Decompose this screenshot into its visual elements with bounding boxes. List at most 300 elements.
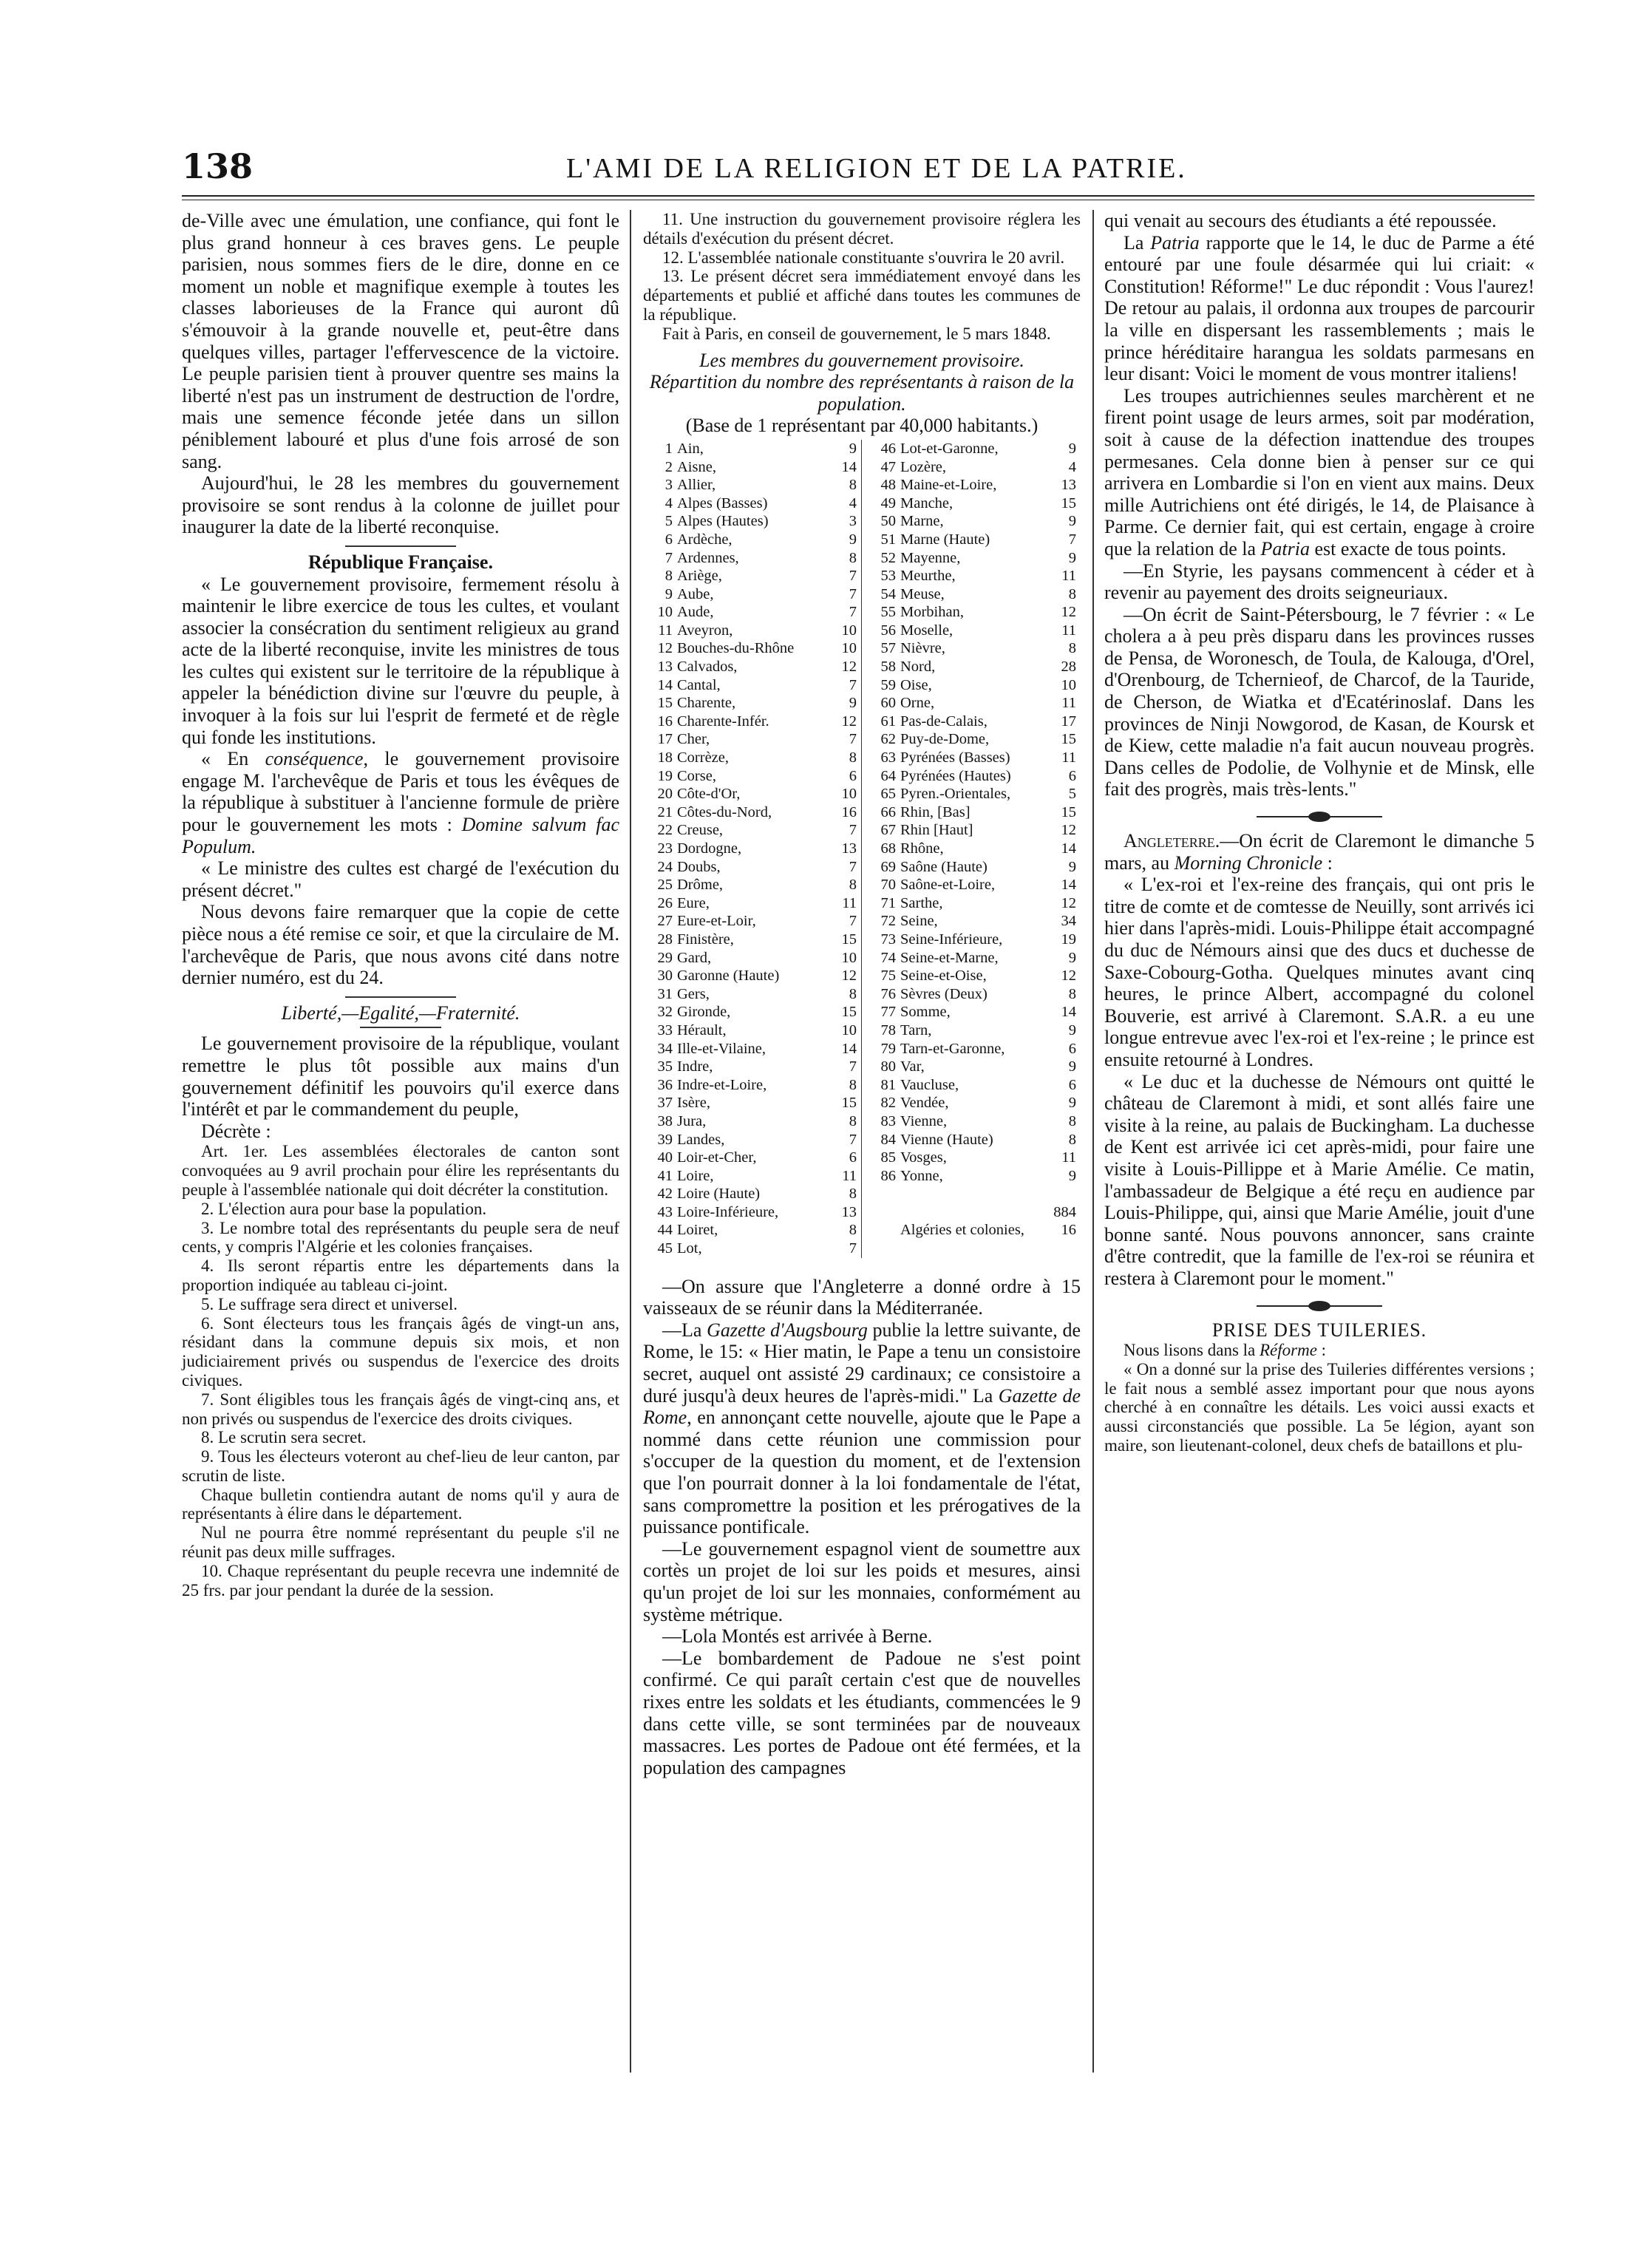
department-name: Sarthe, — [900, 894, 943, 911]
signatories: Les membres du gouvernement provisoire. — [699, 349, 1024, 371]
department-name: Seine-Inférieure, — [900, 931, 1003, 948]
table-cell — [862, 440, 1081, 458]
department-number: 9 — [664, 585, 673, 602]
department-number: 70 — [880, 877, 896, 894]
department-number: 67 — [880, 822, 896, 839]
department-number: 59 — [880, 676, 896, 693]
department-name: Vienne, — [900, 1112, 948, 1129]
department-name: Doubs, — [677, 858, 721, 875]
department-number — [866, 1185, 900, 1203]
representatives-count: 9 — [849, 440, 857, 457]
department-name: Moselle, — [900, 622, 954, 639]
table-cell — [643, 494, 862, 513]
article: 3. Le nombre total des représentants du peuple sera de neuf cents, y compris l'Algérie et les colonies françaises. — [182, 1218, 619, 1257]
representatives-count: 8 — [849, 985, 857, 1002]
department-number: 6 — [664, 531, 673, 548]
table-row — [643, 585, 1081, 604]
paragraph: qui venait au secours des étudiants a été repoussée. — [1104, 210, 1497, 231]
department-name: Indre, — [677, 1058, 713, 1075]
department-name: Côtes-du-Nord, — [677, 803, 772, 820]
table-cell — [643, 531, 862, 549]
department-number: 20 — [657, 786, 673, 803]
table-row — [643, 531, 1081, 549]
department-name: Cantal, — [677, 676, 721, 693]
table-row — [643, 1040, 1081, 1058]
table-cell — [643, 676, 862, 695]
table-cell — [643, 694, 862, 713]
table-cell — [862, 603, 1081, 622]
department-name: Vosges, — [900, 1149, 947, 1166]
representatives-count: 9 — [1068, 440, 1076, 457]
table-cell — [862, 803, 1081, 822]
dateline: Angleterre. — [1124, 830, 1220, 852]
department-number: 34 — [657, 1040, 673, 1057]
paragraph: « On a donné sur la prise des Tuileries différentes versions ; le fait nous a semblé assez important pour que nous ayons cherché à en connaître les détails. Les voici aussi exacts et aussi circonstanciés que possible. La 5e légion, ayant son maire, son lieutenant-colonel, deux chefs de bataillons et plu- — [1104, 1359, 1534, 1455]
department-number: 30 — [657, 968, 673, 985]
table-cell — [643, 585, 862, 604]
representatives-count: 12 — [1061, 894, 1076, 911]
table-cell — [643, 1058, 862, 1076]
representatives-count: 8 — [849, 1222, 857, 1239]
table-row — [643, 1076, 1081, 1095]
table-cell — [643, 476, 862, 494]
representatives-count: 9 — [1068, 1021, 1076, 1038]
department-name: Drôme, — [677, 877, 724, 894]
table-cell — [643, 1221, 862, 1240]
department-name: Mayenne, — [900, 549, 961, 566]
department-number: 13 — [657, 659, 673, 676]
representatives-count: 3 — [849, 513, 857, 530]
table-row — [643, 730, 1081, 749]
table-subtitle: (Base de 1 représentant par 40,000 habitants.) — [685, 415, 1039, 437]
table-row — [643, 512, 1081, 531]
table-cell — [862, 1003, 1081, 1021]
representatives-count: 15 — [841, 1004, 857, 1021]
representatives-count: 15 — [1061, 731, 1076, 748]
department-name: Côte-d'Or, — [677, 786, 741, 803]
italic-text: conséquence — [265, 748, 364, 770]
department-number: 15 — [657, 695, 673, 712]
department-number: 24 — [657, 858, 673, 875]
department-name: Corrèze, — [677, 749, 729, 766]
department-number: 60 — [880, 695, 896, 712]
table-cell — [862, 1221, 1081, 1240]
page-number: 138 — [182, 146, 254, 186]
department-number: 2 — [664, 458, 673, 475]
table-row — [643, 1112, 1081, 1131]
department-number: 8 — [664, 568, 673, 585]
table-row — [643, 440, 1081, 458]
text-run: « En — [201, 748, 265, 770]
paragraph: « Le ministre des cultes est chargé de l'exécution du présent décret." — [182, 857, 619, 901]
article: 12. L'assemblée nationale constituante s'ouvrira le 20 avril. — [662, 248, 1065, 267]
department-number: 71 — [880, 894, 896, 911]
representatives-count: 7 — [849, 1240, 857, 1257]
department-number: 16 — [657, 713, 673, 730]
italic-text: Réforme — [1260, 1341, 1317, 1360]
table-cell — [862, 658, 1081, 676]
department-name: Nièvre, — [900, 640, 945, 657]
table-cell — [643, 912, 862, 931]
department-number: 46 — [880, 440, 896, 457]
table-cell — [643, 730, 862, 749]
table-row — [643, 622, 1081, 640]
representatives-count: 12 — [841, 968, 857, 985]
department-name: Manche, — [900, 494, 954, 511]
representatives-count: 9 — [849, 695, 857, 712]
article: Art. 1er. Les assemblées électorales de canton sont convoquées au 9 avril prochain pour élire les représentants du peuple à l'assemblée nationale qui doit décréter la constitution. — [182, 1142, 619, 1199]
table-cell — [862, 876, 1081, 894]
representatives-count: 10 — [1061, 676, 1076, 693]
table-cell — [643, 567, 862, 585]
section-rule — [360, 1027, 441, 1028]
department-name — [900, 1240, 1053, 1258]
department-name: Gard, — [677, 949, 712, 966]
representatives-count: 7 — [849, 604, 857, 621]
representatives-count: 8 — [849, 1076, 857, 1093]
department-name: Ardennes, — [677, 549, 739, 566]
department-number: 18 — [657, 749, 673, 766]
representatives-count: 15 — [841, 1095, 857, 1112]
article: 7. Sont éligibles tous les français âgés de vingt-cinq ans, et non privés ou suspendus de l'exercice des droits civiques. — [182, 1390, 619, 1428]
representatives-count: 14 — [1061, 1004, 1076, 1021]
italic-text: Patria — [1260, 537, 1310, 560]
representatives-count: 7 — [849, 858, 857, 875]
table-cell — [643, 512, 862, 531]
table-cell — [862, 1203, 1081, 1222]
representatives-count: 14 — [841, 458, 857, 475]
department-name: Corse, — [677, 767, 716, 784]
table-cell — [643, 767, 862, 786]
representatives-count: 8 — [1068, 1131, 1076, 1148]
table-cell — [862, 1131, 1081, 1149]
department-number: 83 — [880, 1112, 896, 1129]
representatives-count: 10 — [841, 786, 857, 803]
representatives-count — [1053, 1185, 1076, 1203]
table-cell — [862, 912, 1081, 931]
table-row — [643, 1149, 1081, 1167]
representatives-count: 9 — [1068, 1058, 1076, 1075]
italic-text: Patria — [1150, 231, 1200, 254]
department-number: 5 — [664, 513, 673, 530]
department-name: Loire-Inférieure, — [677, 1203, 779, 1220]
table-cell — [643, 1149, 862, 1167]
table-cell — [862, 730, 1081, 749]
table-row — [643, 949, 1081, 968]
table-cell — [862, 676, 1081, 695]
paragraph: Le gouvernement provisoire de la république, voulant remettre le plus tôt possible aux mains d'un gouvernement définitif les pouvoirs qu'il exerce dans l'intérêt et par le commandement du peuple, — [182, 1033, 619, 1121]
header-rule — [182, 195, 1534, 197]
department-name: Rhône, — [900, 840, 944, 857]
article: 13. Le présent décret sera immédiatement envoyé dans les départements et publié et affiché dans toutes les communes de la république. — [643, 267, 1081, 324]
department-number: 75 — [880, 968, 896, 985]
table-row — [643, 694, 1081, 713]
table-cell — [643, 1040, 862, 1058]
table-row — [643, 749, 1081, 767]
representatives-count: 11 — [1061, 695, 1076, 712]
table-row — [643, 785, 1081, 803]
table-cell — [862, 1240, 1081, 1258]
department-number: 36 — [657, 1076, 673, 1093]
department-number: 14 — [657, 676, 673, 693]
department-name: Vienne (Haute) — [900, 1131, 993, 1148]
table-cell — [643, 931, 862, 949]
table-cell — [862, 512, 1081, 531]
department-name: Charente-Infér. — [677, 713, 769, 730]
department-number: 64 — [880, 767, 896, 784]
department-number: 29 — [657, 949, 673, 966]
representatives-count: 12 — [841, 713, 857, 730]
table-cell — [643, 1112, 862, 1131]
italic-text: Gazette d'Augsbourg — [707, 1319, 868, 1341]
table-cell — [862, 458, 1081, 477]
department-number: 28 — [657, 931, 673, 948]
article: 4. Ils seront répartis entre les départements dans la proportion indiquée au tableau ci-joint. — [182, 1257, 619, 1294]
representatives-count: 15 — [1061, 803, 1076, 820]
table-cell — [643, 458, 862, 477]
article: Chaque bulletin contiendra autant de noms qu'il y aura de représentants à élire dans le département. — [182, 1485, 619, 1523]
paragraph: de-Ville avec une émulation, une confiance, qui font le plus grand honneur à ces braves gens. Le peuple parisien, nous sommes fiers de le dire, donne en ce moment un noble et magnifique exemple à toutes les classes laborieuses de la France qui auront dû s'émouvoir à la grande nouvelle et, peut-être dans quelques villes, partager l'effervescence de la victoire. Le peuple parisien tient à prouver quentre ses mains la liberté n'est pas un instrument de destruction de l'ordre, mais une semence féconde jetée dans un sillon péniblement labouré et plus d'une fois arrosé de son sang. — [182, 210, 619, 472]
table-cell — [862, 749, 1081, 767]
representatives-count: 7 — [849, 585, 857, 602]
table-row — [643, 767, 1081, 786]
table-cell — [862, 622, 1081, 640]
representatives-count: 8 — [1068, 985, 1076, 1002]
department-number: 11 — [658, 622, 673, 639]
table-row — [643, 912, 1081, 931]
representatives-count: 9 — [1068, 858, 1076, 875]
section-rule — [345, 545, 456, 547]
department-name: Charente, — [677, 695, 736, 712]
representatives-count: 13 — [1061, 477, 1076, 494]
department-number: 35 — [657, 1058, 673, 1075]
text-run: La — [1124, 231, 1151, 254]
department-number: 76 — [880, 985, 896, 1002]
department-name: Aude, — [677, 604, 714, 621]
department-number: 82 — [880, 1095, 896, 1112]
department-name: Dordogne, — [677, 840, 742, 857]
table-cell — [643, 785, 862, 803]
department-name: Lot-et-Garonne, — [900, 440, 999, 457]
representatives-count: 16 — [1061, 1222, 1076, 1239]
department-number: 73 — [880, 931, 896, 948]
department-number: 62 — [880, 731, 896, 748]
department-number: 54 — [880, 585, 896, 602]
table-row — [643, 858, 1081, 877]
paragraph: Aujourd'hui, le 28 les membres du gouvernement provisoire se sont rendus à la colonne de juillet pour inaugurer la date de la liberté reconquise. — [182, 472, 619, 538]
department-number: 19 — [657, 767, 673, 784]
department-name: Seine, — [900, 913, 938, 930]
table-cell — [862, 1112, 1081, 1131]
article: 10. Chaque représentant du peuple recevra une indemnité de 25 frs. par jour pendant la durée de la session. — [182, 1561, 619, 1599]
table-row — [643, 676, 1081, 695]
table-cell — [643, 949, 862, 968]
representatives-count: 11 — [1061, 568, 1076, 585]
department-number: 45 — [657, 1240, 673, 1257]
table-cell — [643, 894, 862, 913]
paragraph: Nous devons faire remarquer que la copie de cette pièce nous a été remise ce soir, et que la circulaire de M. l'archevêque de Paris, que nous avons cité dans notre dernier numéro, est du 24. — [182, 901, 619, 989]
representatives-count: 10 — [841, 640, 857, 657]
table-row — [643, 1203, 1081, 1222]
paragraph: —On assure que l'Angleterre a donné ordre à 15 vaisseaux de se réunir dans la Méditerranée. — [643, 1275, 1081, 1319]
department-number — [866, 1240, 900, 1258]
table-cell — [862, 1040, 1081, 1058]
page-title: L'AMI DE LA RELIGION ET DE LA PATRIE. — [566, 153, 1187, 184]
representatives-count: 15 — [1061, 494, 1076, 511]
department-name: Gironde, — [677, 1004, 731, 1021]
department-number: 55 — [880, 604, 896, 621]
representatives-count: 19 — [1061, 931, 1076, 948]
representatives-count: 7 — [849, 822, 857, 839]
table-row — [643, 1167, 1081, 1186]
table-row — [643, 603, 1081, 622]
department-number: 4 — [664, 494, 673, 511]
representatives-count: 9 — [1068, 513, 1076, 530]
department-name: Meurthe, — [900, 568, 956, 585]
representatives-count: 11 — [1061, 749, 1076, 766]
text-run: rapporte que le 14, le duc de Parme a été entouré par une foule désarmée qui lui criait: « Constitution! Réforme!" Le duc répondit : Vous l'aurez! De retour au palais, il ordonna aux troupes de parcourir la ville en dispersant les rassemblements ; mais le prince héréditaire harangua les soldats parmesans en leur disant: Voici le moment de vous montrer italiens! — [1104, 231, 1534, 385]
representatives-count: 9 — [1068, 549, 1076, 566]
text-run: —On écrit de Claremont le dimanche 5 mars, au — [1104, 830, 1534, 874]
table-row — [643, 821, 1081, 840]
department-number: 74 — [880, 949, 896, 966]
representatives-count: 8 — [849, 1186, 857, 1203]
table-cell — [862, 567, 1081, 585]
paragraph: « Le duc et la duchesse de Némours ont quitté le château de Claremont à midi, et sont allés faire une visite à la reine, au palais de Buckingham. La duchesse de Kent est arrivée ici cet après-midi, pour faire une visite à Louis-Pillippe et à Marie Amélie. Ce matin, l'ambassadeur de Belgique a été reçu en audience par Louis-Philippe, qui, ainsi que Marie Amélie, jouit d'une bonne santé. Nous pouvons annoncer, sans crainte d'être contredit, que la famille de l'ex-roi se réunira et restera à Claremont pour le moment." — [1104, 1070, 1534, 1289]
paragraph: —En Styrie, les paysans commencent à céder et à revenir au payement des droits seigneuriaux. — [1104, 560, 1534, 604]
department-number: 22 — [657, 822, 673, 839]
table-cell — [643, 876, 862, 894]
table-cell — [643, 1167, 862, 1186]
table-cell — [643, 1003, 862, 1021]
article: 6. Sont électeurs tous les français âgés de vingt-un ans, résidant dans la commune depuis six mois, et non judiciairement privés ou suspendus de l'exercice des droits civiques. — [182, 1313, 619, 1390]
department-number: 40 — [657, 1149, 673, 1166]
representatives-count: 884 — [1053, 1203, 1076, 1220]
representatives-count: 12 — [841, 659, 857, 676]
latin-formula: Domine salvum fac Populum. — [182, 814, 619, 857]
department-name: Aveyron, — [677, 622, 733, 639]
table-row — [643, 803, 1081, 822]
department-name: Yonne, — [900, 1167, 943, 1184]
department-name: Calvados, — [677, 659, 738, 676]
section-heading: République Française. — [308, 551, 493, 573]
text-run: est exacte de tous points. — [1309, 537, 1506, 560]
department-name: Saône-et-Loire, — [900, 877, 996, 894]
representatives-count: 8 — [1068, 585, 1076, 602]
department-name: Marne (Haute) — [900, 531, 990, 548]
department-number: 57 — [880, 640, 896, 657]
representatives-count: 9 — [849, 531, 857, 548]
department-number: 41 — [657, 1167, 673, 1184]
department-name: Ariège, — [677, 568, 722, 585]
representatives-count: 8 — [849, 877, 857, 894]
department-name: Pyren.-Orientales, — [900, 786, 1011, 803]
department-number: 72 — [880, 913, 896, 930]
department-name: Isère, — [677, 1095, 710, 1112]
table-row — [643, 476, 1081, 494]
department-number: 3 — [664, 477, 673, 494]
table-cell — [643, 985, 862, 1004]
department-number: 37 — [657, 1095, 673, 1112]
department-name: Bouches-du-Rhône — [677, 640, 795, 657]
column-3 — [1104, 210, 1534, 1455]
article: 9. Tous les électeurs voteront au chef-lieu de leur canton, par scrutin de liste. — [182, 1447, 619, 1485]
representatives-count: 10 — [841, 622, 857, 639]
department-name: Tarn-et-Garonne, — [900, 1040, 1005, 1057]
representatives-count: 6 — [1068, 767, 1076, 784]
table-row — [643, 840, 1081, 858]
representatives-count: 8 — [849, 549, 857, 566]
paragraph — [1104, 385, 1534, 560]
department-name: Finistère, — [677, 931, 734, 948]
department-name: Var, — [900, 1058, 925, 1075]
department-name: Vendée, — [900, 1095, 949, 1112]
table-cell — [643, 967, 862, 985]
paragraph: « Le gouvernement provisoire, fermement résolu à maintenir le libre exercice de tous les cultes, et voulant associer la consécration du sentiment religieux au grand acte de la liberté reconquise, invite les ministres de tous les cultes qui existent sur le territoire de la république à appeler la bénédiction divine sur l'œuvre du peuple, à invoquer à la fois sur lui l'esprit de fermeté et de règle qui fonde les institutions. — [182, 573, 619, 748]
paragraph — [1104, 1341, 1534, 1360]
department-number: 26 — [657, 894, 673, 911]
table-cell — [862, 1167, 1081, 1186]
paragraph: Décrète : — [201, 1120, 271, 1142]
department-number: 68 — [880, 840, 896, 857]
column-divider-2 — [1092, 210, 1094, 2073]
representatives-count: 12 — [1061, 604, 1076, 621]
representatives-count: 7 — [849, 731, 857, 748]
representatives-count: 13 — [841, 1203, 857, 1220]
representatives-count: 9 — [1068, 949, 1076, 966]
table-row — [643, 639, 1081, 658]
department-name: Aube, — [677, 585, 714, 602]
table-cell — [862, 1058, 1081, 1076]
ornament-divider — [1257, 1300, 1382, 1312]
text-run: : — [1322, 851, 1333, 874]
department-name: Oise, — [900, 676, 932, 693]
ornament-divider — [1257, 811, 1382, 823]
department-number: 56 — [880, 622, 896, 639]
department-name: Alpes (Hautes) — [677, 513, 769, 530]
department-name: Algéries et colonies, — [900, 1222, 1024, 1239]
representatives-count: 8 — [1068, 640, 1076, 657]
italic-text: Morning Chronicle — [1174, 851, 1323, 874]
department-name: Marne, — [900, 513, 944, 530]
department-name: Jura, — [677, 1112, 707, 1129]
table-row — [643, 1131, 1081, 1149]
table-cell — [862, 858, 1081, 877]
department-name: Meuse, — [900, 585, 945, 602]
department-number: 39 — [657, 1131, 673, 1148]
article: 8. Le scrutin sera secret. — [201, 1428, 367, 1447]
department-name: Eure, — [677, 894, 710, 911]
table-cell — [643, 549, 862, 568]
department-number — [866, 1221, 900, 1240]
representatives-count: 14 — [1061, 877, 1076, 894]
table-cell — [862, 985, 1081, 1004]
table-cell — [643, 1203, 862, 1222]
representatives-table — [643, 440, 1081, 1258]
department-name: Pas-de-Calais, — [900, 713, 988, 730]
paragraph — [182, 748, 619, 857]
table-cell — [643, 1240, 862, 1258]
text-run: Les troupes autrichiennes seules marchèrent et ne firent point usage de leurs armes, soit par modération, soit à cause de la défection inattendue des troupes permesanes. Cela donne bien à penser sur ce qui arrivera en Lombardie si l'on en vient aux mains. Deux mille Autrichiens ont été dirigés, le 14, de Plaisance à Parme. Ce dernier fait, qui est certain, engage à croire que la relation de la — [1104, 384, 1534, 560]
department-name: Saône (Haute) — [900, 858, 988, 875]
representatives-count: 16 — [841, 803, 857, 820]
table-title: Répartition du nombre des représentants à raison de la population. — [649, 371, 1075, 415]
department-name: Lot, — [677, 1240, 702, 1257]
representatives-count: 9 — [1068, 1095, 1076, 1112]
table-cell — [643, 1094, 862, 1112]
department-name: Ain, — [677, 440, 704, 457]
representatives-count: 6 — [849, 1149, 857, 1166]
